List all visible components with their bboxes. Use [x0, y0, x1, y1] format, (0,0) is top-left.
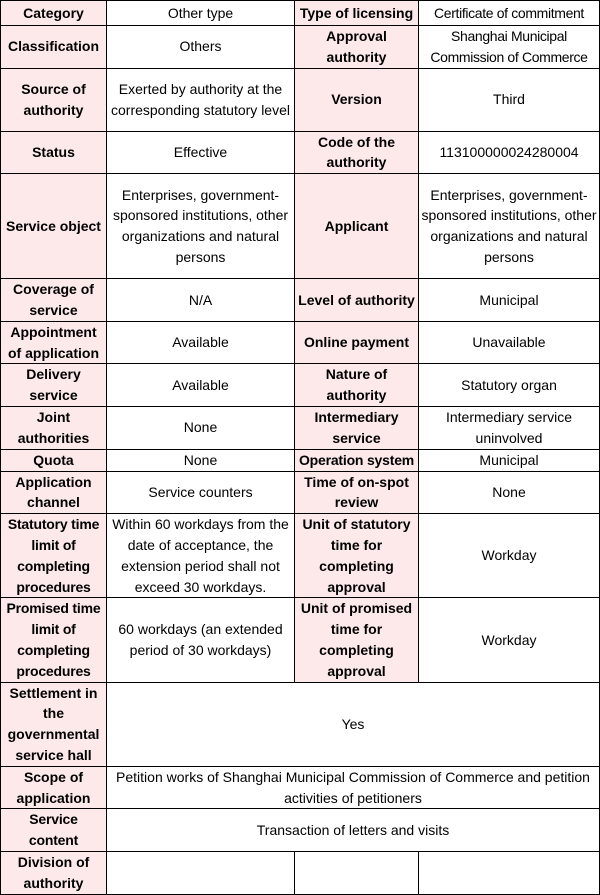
- licensing-type-value: Certificate of commitment: [419, 1, 600, 26]
- division-label: Division of authority: [1, 851, 107, 894]
- licensing-type-label: Type of licensing: [295, 1, 419, 26]
- joint-authorities-label: Joint authorities: [1, 406, 107, 449]
- table-row: [1, 514, 600, 598]
- version-label: Version: [295, 68, 419, 131]
- coverage-value: N/A: [107, 279, 295, 322]
- joint-authorities-value: None: [107, 406, 295, 449]
- promised-time-unit-label: Unit of promised time for completing approval: [295, 598, 419, 682]
- quota-label: Quota: [1, 449, 107, 471]
- table-row: [1, 321, 600, 364]
- status-label: Status: [1, 131, 107, 174]
- appointment-value: Available: [107, 321, 295, 364]
- online-payment-label: Online payment: [295, 321, 419, 364]
- on-spot-review-value: None: [419, 471, 600, 514]
- applicant-label: Applicant: [295, 174, 419, 279]
- table-row: [1, 449, 600, 471]
- table-row: [1, 851, 600, 894]
- table-row: [1, 131, 600, 174]
- nature-of-authority-label: Nature of authority: [295, 364, 419, 407]
- applicant-value: Enterprises, government-sponsored institutions, other organizations and natural persons: [419, 174, 600, 279]
- settlement-value: Yes: [107, 682, 600, 766]
- classification-value: Others: [107, 26, 295, 69]
- approval-authority-value: Shanghai Municipal Commission of Commerce: [419, 26, 600, 69]
- nature-of-authority-value: Statutory organ: [419, 364, 600, 407]
- on-spot-review-label: Time of on-spot review: [295, 471, 419, 514]
- application-channel-value: Service counters: [107, 471, 295, 514]
- table-row: [1, 471, 600, 514]
- quota-value: None: [107, 449, 295, 471]
- service-object-value: Enterprises, government-sponsored institutions, other organizations and natural persons: [107, 174, 295, 279]
- appointment-label: Appointment of application: [1, 321, 107, 364]
- intermediary-value: Intermediary service uninvolved: [419, 406, 600, 449]
- promised-time-unit-value: Workday: [419, 598, 600, 682]
- delivery-label: Delivery service: [1, 364, 107, 407]
- table-row: [1, 174, 600, 279]
- statutory-time-limit-label: Statutory time limit of completing procedures: [1, 514, 107, 598]
- operation-system-label: Operation system: [295, 449, 419, 471]
- table-row: [1, 406, 600, 449]
- table-row: [1, 682, 600, 766]
- table-row: [1, 1, 600, 26]
- scope-label: Scope of application: [1, 766, 107, 809]
- status-value: Effective: [107, 131, 295, 174]
- intermediary-label: Intermediary service: [295, 406, 419, 449]
- classification-label: Classification: [1, 26, 107, 69]
- delivery-value: Available: [107, 364, 295, 407]
- settlement-label: Settlement in the governmental service hall: [1, 682, 107, 766]
- level-of-authority-label: Level of authority: [295, 279, 419, 322]
- table-row: [1, 766, 600, 809]
- authority-code-label: Code of the authority: [295, 131, 419, 174]
- category-label: Category: [1, 1, 107, 26]
- table-row: [1, 26, 600, 69]
- level-of-authority-value: Municipal: [419, 279, 600, 322]
- source-of-authority-value: Exerted by authority at the corresponding statutory level: [107, 68, 295, 131]
- division-cell-3: [419, 851, 600, 894]
- statutory-time-unit-label: Unit of statutory time for completing approval: [295, 514, 419, 598]
- statutory-time-unit-value: Workday: [419, 514, 600, 598]
- division-cell-2: [295, 851, 419, 894]
- promised-time-limit-value: 60 workdays (an extended period of 30 workdays): [107, 598, 295, 682]
- table-row: [1, 364, 600, 407]
- service-object-label: Service object: [1, 174, 107, 279]
- promised-time-limit-label: Promised time limit of completing procedures: [1, 598, 107, 682]
- scope-value: Petition works of Shanghai Municipal Commission of Commerce and petition activities of petitioners: [107, 766, 600, 809]
- table-row: [1, 279, 600, 322]
- category-value: Other type: [107, 1, 295, 26]
- authority-code-value: 113100000024280004: [419, 131, 600, 174]
- source-of-authority-label: Source of authority: [1, 68, 107, 131]
- version-value: Third: [419, 68, 600, 131]
- coverage-label: Coverage of service: [1, 279, 107, 322]
- application-channel-label: Application channel: [1, 471, 107, 514]
- service-content-value: Transaction of letters and visits: [107, 809, 600, 852]
- service-content-label: Service content: [1, 809, 107, 852]
- online-payment-value: Unavailable: [419, 321, 600, 364]
- table-row: [1, 68, 600, 131]
- statutory-time-limit-value: Within 60 workdays from the date of acceptance, the extension period shall not exceed 30 workdays.: [107, 514, 295, 598]
- approval-authority-label: Approval authority: [295, 26, 419, 69]
- table-row: [1, 809, 600, 852]
- division-cell-1: [107, 851, 295, 894]
- operation-system-value: Municipal: [419, 449, 600, 471]
- table-row: [1, 598, 600, 682]
